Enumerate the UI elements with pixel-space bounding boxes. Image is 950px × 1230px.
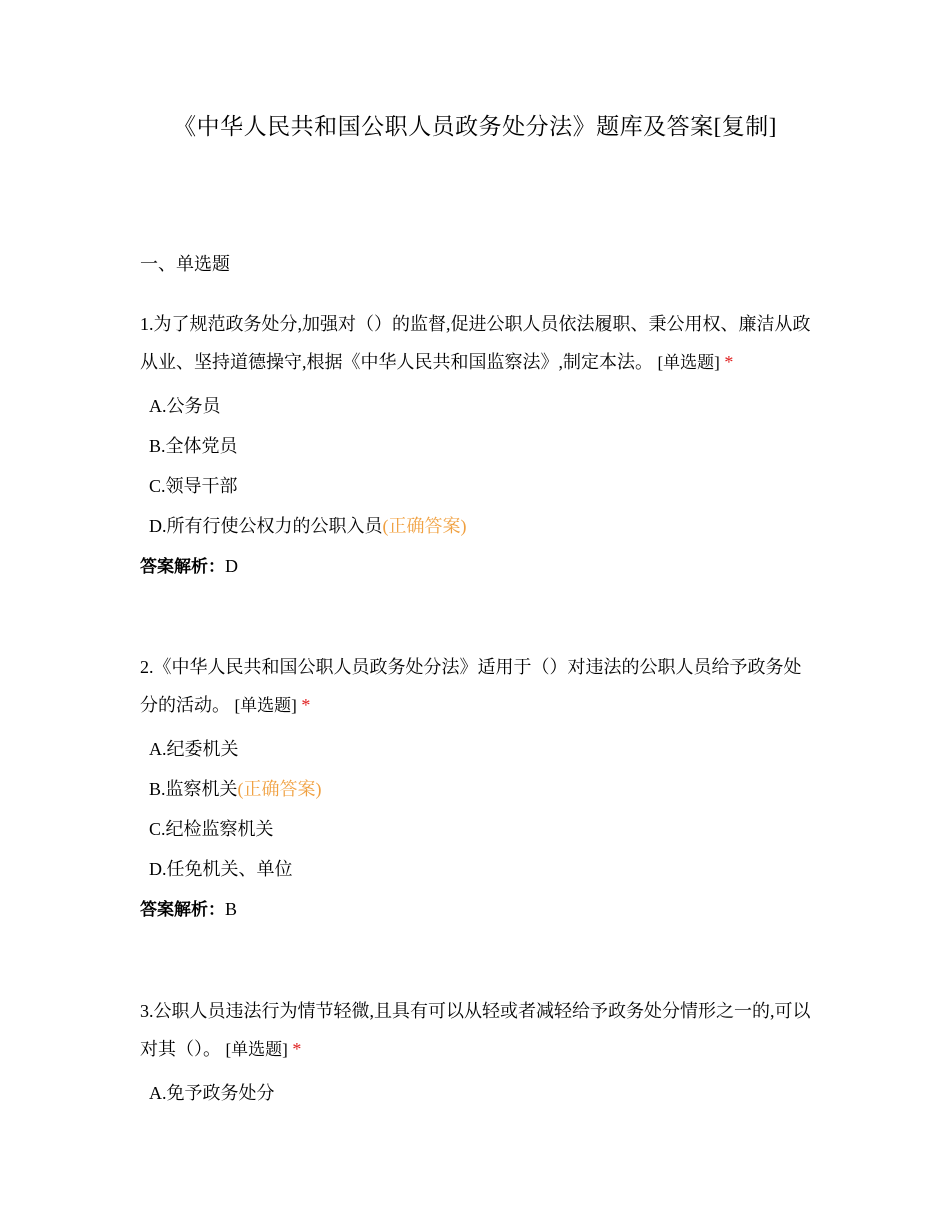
- question-text: 3.公职人员违法行为情节轻微,且具有可以从轻或者减轻给予政务处分情形之一的,可以对其（）。: [140, 1001, 811, 1059]
- question-text: 2.《中华人民共和国公职人员政务处分法》适用于（）对违法的公职人员给予政务处分的活动。: [140, 657, 802, 715]
- correct-answer-tag: (正确答案): [382, 516, 467, 536]
- required-star: *: [301, 695, 311, 715]
- options-list: [140, 729, 812, 889]
- answer-analysis: [140, 546, 812, 586]
- option-text: A.免予政务处分: [149, 1083, 275, 1103]
- question-text: 1.为了规范政务处分,加强对（）的监督,促进公职人员依法履职、秉公用权、廉洁从政从业、坚持道德操守,根据《中华人民共和国监察法》,制定本法。: [140, 314, 811, 372]
- option-text: B.全体党员: [149, 436, 238, 456]
- analysis-label: 答案解析：: [140, 900, 225, 920]
- answer-analysis: [140, 889, 812, 929]
- option-text: D.所有行使公权力的公职入员: [149, 516, 383, 536]
- option-a: [149, 386, 812, 426]
- correct-answer-tag: (正确答案): [237, 779, 322, 799]
- option-a: [149, 1073, 812, 1113]
- section-heading: 一、单选题: [140, 254, 230, 274]
- option-text: B.监察机关: [149, 779, 238, 799]
- option-d: [149, 849, 812, 889]
- option-text: D.任免机关、单位: [149, 859, 293, 879]
- option-b: [149, 426, 812, 466]
- options-list: [140, 1073, 812, 1113]
- option-c: [149, 809, 812, 849]
- question-stem: [140, 992, 812, 1069]
- question-stem: [140, 305, 812, 382]
- required-star: *: [292, 1039, 302, 1059]
- question-type-label: [单选题]: [234, 696, 297, 715]
- question-2: [140, 648, 812, 929]
- analysis-answer: D: [225, 556, 238, 576]
- option-text: A.纪委机关: [149, 739, 239, 759]
- question-stem: [140, 648, 812, 725]
- option-c: [149, 466, 812, 506]
- required-star: *: [724, 352, 734, 372]
- analysis-label: 答案解析：: [140, 557, 225, 577]
- options-list: [140, 386, 812, 546]
- document-title: 《中华人民共和国公职人员政务处分法》题库及答案[复制]: [173, 114, 777, 139]
- question-type-label: [单选题]: [225, 1040, 288, 1059]
- option-d: [149, 506, 812, 546]
- option-text: C.纪检监察机关: [149, 819, 274, 839]
- question-type-label: [单选题]: [657, 353, 720, 372]
- option-a: [149, 729, 812, 769]
- question-3: [140, 992, 812, 1113]
- option-text: C.领导干部: [149, 476, 238, 496]
- analysis-answer: B: [225, 899, 238, 919]
- option-b: [149, 769, 812, 809]
- option-text: A.公务员: [149, 396, 221, 416]
- question-1: [140, 305, 812, 586]
